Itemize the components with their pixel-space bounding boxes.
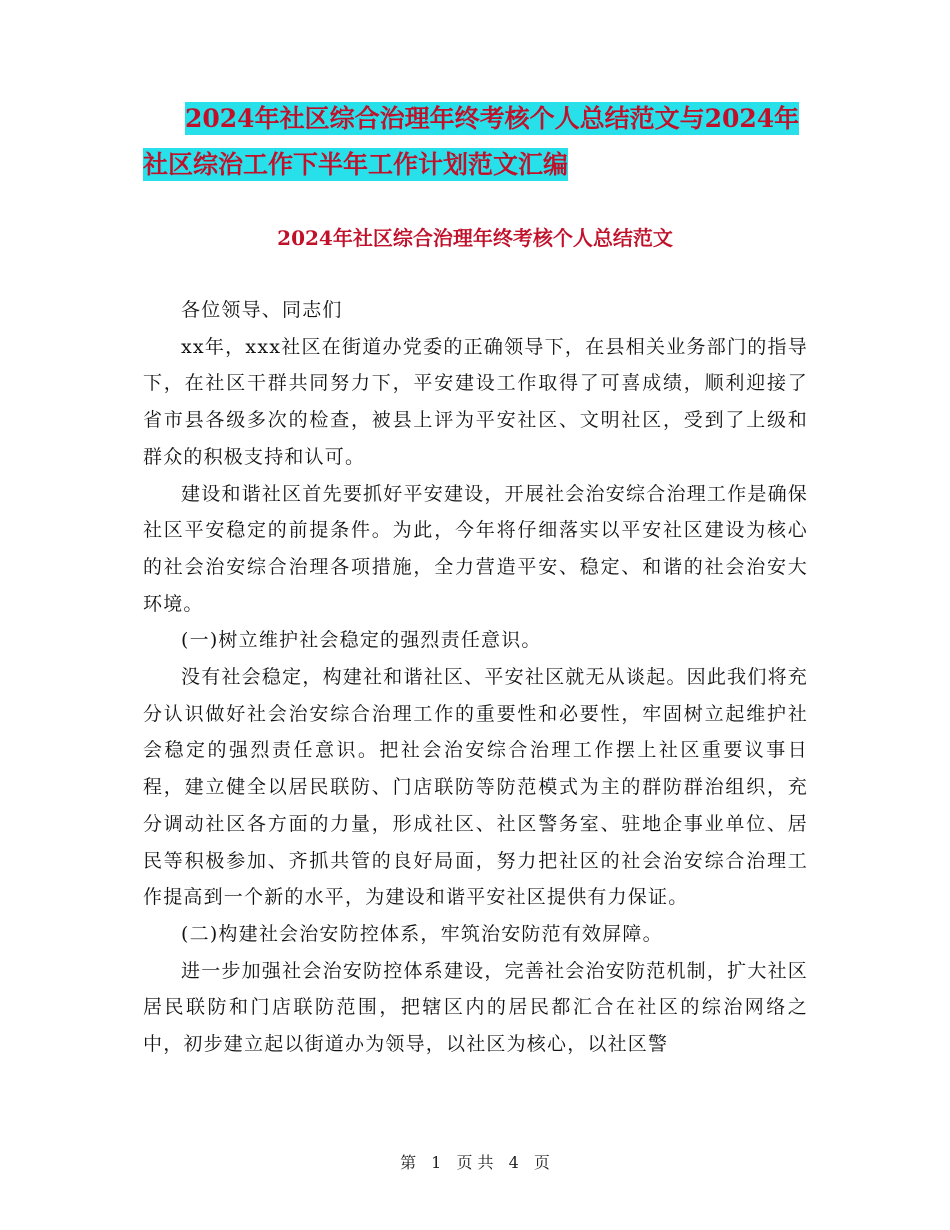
document-title-line-2 [143,142,568,187]
paragraph: xx年，xxx社区在街道办党委的正确领导下，在县相关业务部门的指导下，在社区干群共同努力下，平安建设工作取得了可喜成绩，顺利迎接了省市县各级多次的检查，被县上评为平安社区、文明社区，受到了上级和群众的积极支持和认可。 [143,335,808,468]
section-title: 2024年社区综合治理年终考核个人总结范文 [277,226,673,250]
footer-page-number: 1 [431,1153,442,1172]
paragraph: (一)树立维护社会稳定的强烈责任意识。 [181,629,542,652]
paragraph: 没有社会稳定，构建社和谐社区、平安社区就无从谈起。因此我们将充分认识做好社会治安综合治理工作的重要性和必要性，牢固树立起维护社会稳定的强烈责任意识。把社会治安综合治理工作摆上社区重要议事日程，建立健全以居民联防、门店联防等防范模式为主的群防群治组织，充分调动社区各方面的力量，形成社区、社区警务室、驻地企事业单位、居民等积极参加、齐抓共管的良好局面，努力把社区的社会治安综合治理工作提高到一个新的水平，为建设和谐平安社区提供有力保证。 [143,666,808,909]
title-highlight-2: 社区综治工作下半年工作计划范文汇编 [143,150,569,179]
paragraph: (二)构建社会治安防控体系，牢筑治安防范有效屏障。 [181,922,663,945]
footer-middle: 页 共 [456,1153,494,1172]
body-text [143,292,808,1063]
paragraph: 进一步加强社会治安防控体系建设，完善社会治安防范机制，扩大社区居民联防和门店联防范围，把辖区内的居民都汇合在社区的综治网络之中，初步建立起以街道办为领导，以社区为核心，以社区警 [143,959,808,1056]
paragraph: 建设和谐社区首先要抓好平安建设，开展社会治安综合治理工作是确保社区平安稳定的前提条件。为此，今年将仔细落实以平安社区建设为核心的社会治安综合治理各项措施，全力营造平安、稳定、和谐的社会治安大环境。 [143,482,808,615]
footer-prefix: 第 [400,1153,417,1172]
footer-total-pages: 4 [508,1153,519,1172]
title-highlight-1: 2024年社区综合治理年终考核个人总结范文与2024年 [185,104,800,133]
paragraph: 各位领导、同志们 [181,299,343,321]
footer-suffix: 页 [533,1153,550,1172]
document-title-line-1 [185,96,799,141]
page-footer [0,1150,950,1173]
